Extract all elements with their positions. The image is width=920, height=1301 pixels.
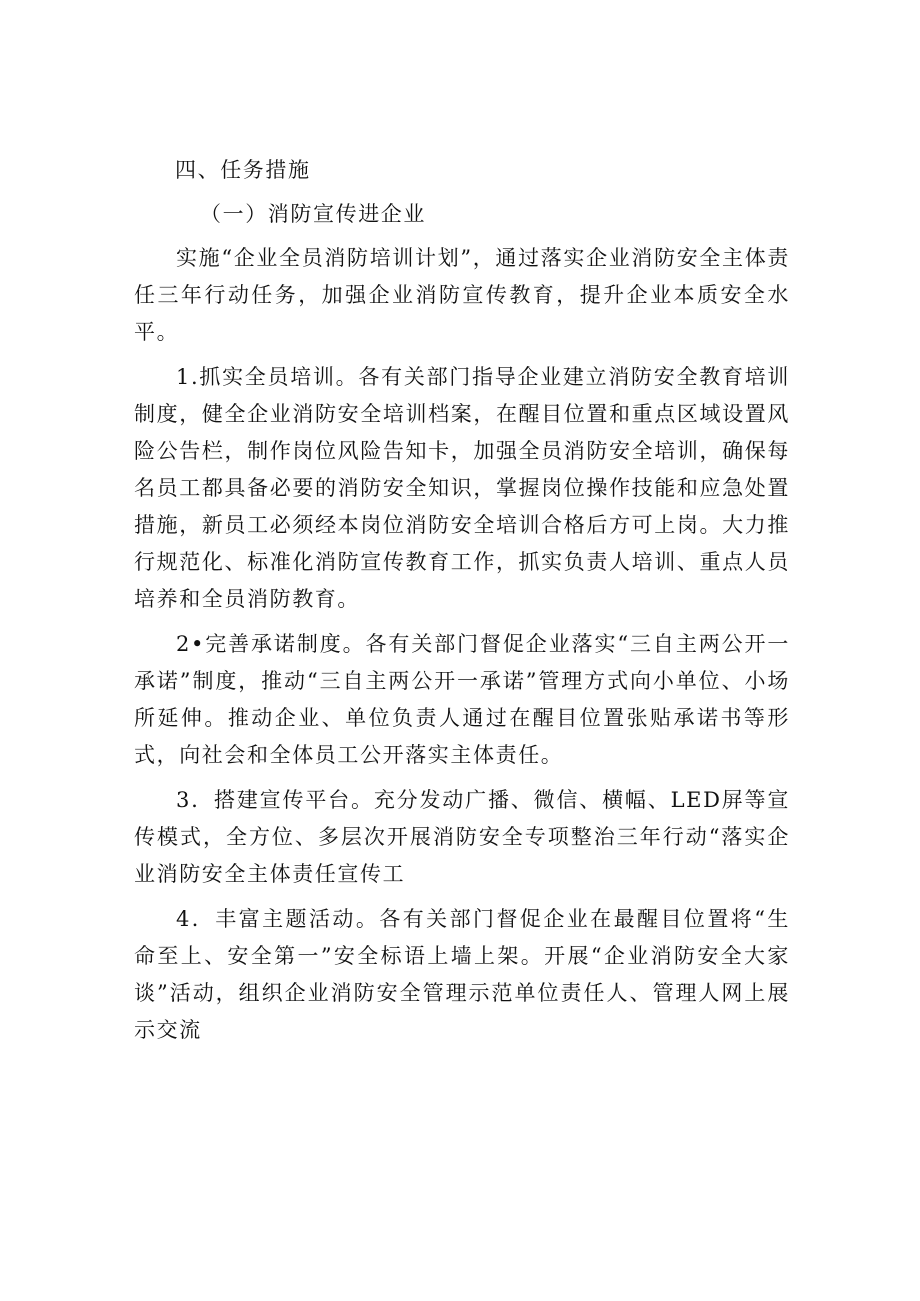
section-heading: 四、任务措施 [175,158,311,182]
item-3-paragraph: 3．搭建宣传平台。充分发动广播、微信、横幅、LED屏等宣传模式，全方位、多层次开展消防安全专项整治三年行动“落实企业消防安全主体责任宣传工 [134,788,790,886]
subsection-heading: （一）消防宣传进企业 [200,202,426,226]
item-1-paragraph: 1.抓实全员培训。各有关部门指导企业建立消防安全教育培训制度，健全企业消防安全培训档案，在醒目位置和重点区域设置风险公告栏，制作岗位风险告知卡，加强全员消防安全培训，确保每名员工都具备必要的消防安全知识，掌握岗位操作技能和应急处置措施，新员工必须经本岗位消防安全培训合格后方可上岗。大力推行规范化、标准化消防宣传教育工作，抓实负责人培训、重点人员培养和全员消防教育。 [134,365,790,611]
item-4-paragraph: 4．丰富主题活动。各有关部门督促企业在最醒目位置将“生命至上、安全第一”安全标语上墙上架。开展“企业消防安全大家谈”活动，组织企业消防安全管理示范单位责任人、管理人网上展示交流 [134,907,790,1042]
document-body [134,152,790,1057]
intro-paragraph: 实施“企业全员消防培训计划”，通过落实企业消防安全主体责任三年行动任务，加强企业消防宣传教育，提升企业本质安全水平。 [134,246,790,344]
item-2-paragraph: 2•完善承诺制度。各有关部门督促企业落实“三自主两公开一承诺”制度，推动“三自主两公开一承诺”管理方式向小单位、小场所延伸。推动企业、单位负责人通过在醒目位置张贴承诺书等形式，向社会和全体员工公开落实主体责任。 [134,632,790,767]
